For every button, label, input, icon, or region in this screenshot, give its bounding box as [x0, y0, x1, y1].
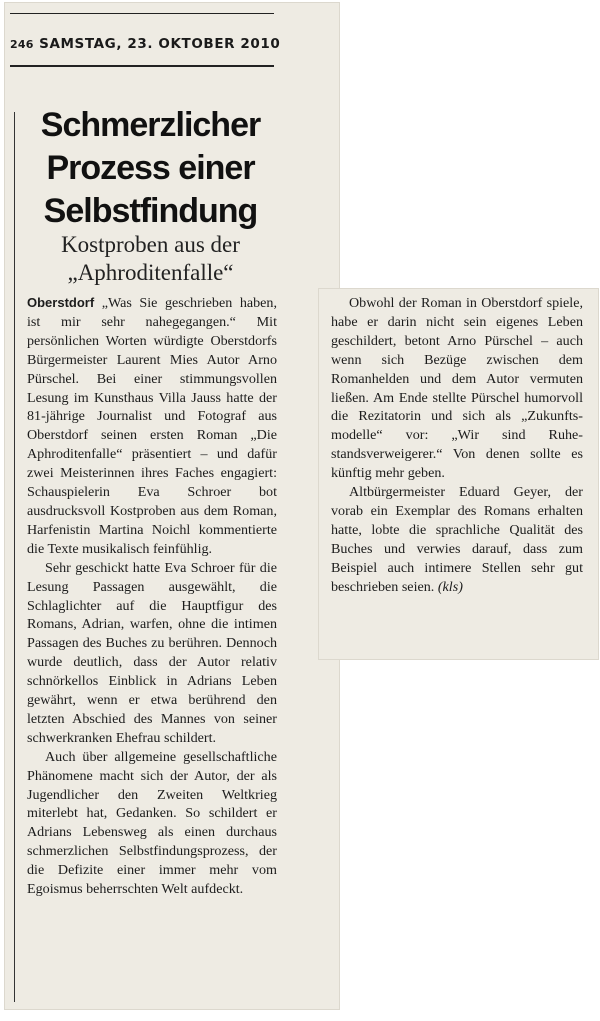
paragraph: Sehr geschickt hatte Eva Schroer für die Lesung Passagen ausgewählt, die Schlaglichter auf die Hauptfigur des Romans, Adrian, warfen, ohne die intimen Passagen des Buches zu berühren. Dennoch wurde deutlich, dass der Autor relativ schnörkellos Einblick in Adrians Leben gewährt, wenn er etwa berührend den letzten Abschied des Mannes von seiner schwerkranken Ehefrau schildert. [27, 559, 277, 746]
article-column-1 [27, 294, 277, 899]
page-header [10, 33, 280, 52]
paragraph [27, 294, 277, 559]
column-rule [14, 112, 15, 1002]
issue-date: SAMSTAG, 23. OKTOBER 2010 [39, 36, 281, 52]
paragraph-text: „Was Sie geschrieben haben, ist mir sehr nahegegangen.“ Mit persönlichen Worten würdigte Oberstdorfs Bürgermeister Laurent Mies Autor Arno Pürschel. Bei einer stimmungsvollen Lesung im Kunsthaus Villa Jauss hatte der 81-jährige Journalist und Fotograf aus Oberstdorf seinen ersten Roman „Die Aphroditenfalle“ präsentiert – und dafür zwei Meisterinnen ihres Faches engagiert: Schauspielerin Eva Schroer bot ausdrucksvoll Kostproben aus dem Roman, Harfenistin Martina Noichl kommentierte die Texte musikalisch feinfühlig. [27, 295, 277, 557]
subheadline: Kostproben aus der „Aphroditenfalle“ [61, 232, 240, 285]
article-column-2 [331, 294, 583, 597]
dateline-location: Oberstdorf [27, 295, 95, 310]
paragraph-text: Altbürgermeister Eduard Geyer, der vorab ein Exemplar des Romans erhalten hatte, lobte die sprachliche Qualität des Buches und verwies darauf, dass zum Beispiel auch intimere Stellen sehr gut beschrieben seien. [331, 484, 583, 595]
paragraph [331, 483, 583, 596]
page-number: 246 [10, 38, 34, 51]
header-rule-top [10, 13, 274, 14]
paragraph: Obwohl der Roman in Oberstdorf spiele, habe er darin nicht sein eigenes Leben geschildert, betont Arno Pürschel – auch wenn sich Bezüge zwischen dem Romanhelden und dem Autor vermuten ließen. Am Ende stellte Pürschel humorvoll die Rezitatorin und sich als „Zukunftsmodelle“ vor: „Wir sind Ruhestandsverweigerer.“ Von denen sollte es künftig mehr geben. [331, 295, 583, 482]
headline: Schmerzlicher Prozess einer Selbstfindung [40, 106, 261, 230]
author-tag: (kls) [437, 578, 463, 595]
header-rule-bottom [10, 65, 274, 67]
paragraph: Auch über allgemeine gesellschaftliche Phänomene macht sich der Autor, der als Jugendlicher den Zweiten Weltkrieg miterlebt hat, Gedanken. So schildert er Adrians Lebensweg als einen durchaus schmerzlichen Selbstfindungsprozess, der die Defizite einer immer mehr vom Egoismus beherrschten Welt aufdeckt. [27, 748, 277, 898]
